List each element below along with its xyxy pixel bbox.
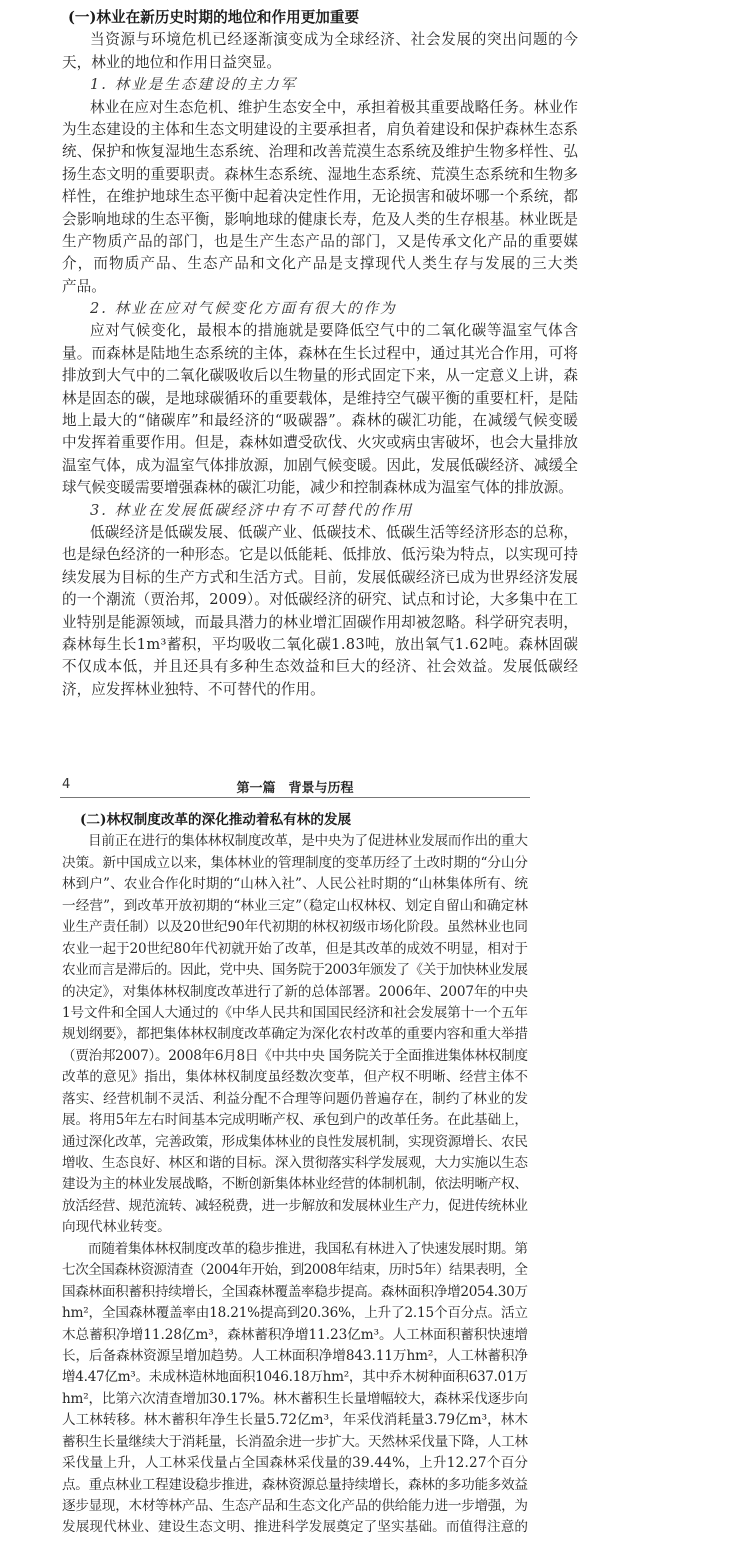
text-line bbox=[62, 455, 578, 477]
running-head bbox=[62, 777, 528, 797]
text-line bbox=[62, 209, 578, 231]
text-line-content: 改革的意见》指出，集体林权制度虽经数次变革，但产权不明晰、经营主体不 bbox=[62, 1069, 529, 1086]
section-heading bbox=[62, 7, 578, 29]
text-line bbox=[62, 982, 528, 1003]
text-line-content: 天，林业的地位和作用日益突显。 bbox=[62, 53, 281, 71]
text-line-content: （贾治邦2007）。2008年6月8日《中共中央 国务院关于全面推进集体林权制度 bbox=[62, 1047, 528, 1064]
text-line bbox=[62, 1453, 528, 1474]
text-line bbox=[62, 874, 528, 895]
text-line bbox=[62, 477, 578, 499]
text-line-content: 会影响地球的生态平衡，影响地球的健康长寿，危及人类的生存根基。林业既是 bbox=[62, 210, 579, 228]
part-title: 第一篇 背景与历程 bbox=[236, 781, 354, 796]
text-line-content: 目前正在进行的集体林权制度改革，是中央为了促进林业发展而作出的重大 bbox=[88, 833, 528, 850]
subsection-heading bbox=[62, 74, 578, 96]
text-line bbox=[62, 634, 578, 656]
text-line-content: 而随着集体林权制度改革的稳步推进，我国私有林进入了快速发展时期。第 bbox=[88, 1240, 528, 1257]
text-line-content: 决策。新中国成立以来，集体林业的管理制度的变革历经了土改时期的“分山分 bbox=[62, 854, 528, 871]
text-line bbox=[62, 960, 528, 981]
text-line bbox=[62, 1067, 528, 1088]
text-line-content: 展。将用5年左右时间基本完成明晰产权、承包到户的改革任务。在此基础上， bbox=[62, 1112, 528, 1129]
text-line bbox=[62, 522, 578, 544]
text-line-content: 3. 林业在发展低碳经济中有不可替代的作用 bbox=[90, 501, 414, 519]
text-line-content: (二)林权制度改革的深化推动着私有林的发展 bbox=[80, 812, 352, 828]
text-line bbox=[62, 97, 578, 119]
text-line bbox=[62, 1367, 528, 1388]
text-line-content: 低碳经济是低碳发展、低碳产业、低碳技术、低碳生活等经济形态的总称， bbox=[90, 523, 579, 541]
text-line bbox=[62, 253, 578, 275]
text-line-content: 林业在应对生态危机、维护生态安全中，承担着极其重要战略任务。林业作 bbox=[90, 98, 579, 116]
text-line-content: 建设为主的林业发展战略，不断创新集体林业经营的体制机制，依法明晰产权、 bbox=[62, 1176, 528, 1193]
text-line-content: 当资源与环境危机已经逐渐演变成为全球经济、社会发展的突出问题的今 bbox=[90, 31, 579, 49]
text-line-content: 人工林转移。林木蓄积年净生长量5.72亿m³，年采伐消耗量3.79亿m³，林木 bbox=[62, 1412, 529, 1429]
text-line-content: 中发挥着重要作用。但是，森林如遭受砍伐、火灾或病虫害破坏，也会大量排放 bbox=[62, 434, 579, 452]
text-line bbox=[62, 853, 528, 874]
text-line-content: hm²，全国森林覆盖率由18.21%提高到20.36%，上升了2.15个百分点。活立 bbox=[62, 1305, 528, 1322]
text-line-content: 样性，在维护地球生态平衡中起着决定性作用，无论损害和破坏哪一个系统，都 bbox=[62, 188, 579, 206]
text-line bbox=[62, 1132, 528, 1153]
page-number: 4 bbox=[62, 777, 71, 792]
text-line bbox=[62, 544, 578, 566]
text-line-content: 续发展为目标的生产方式和生活方式。目前，发展低碳经济已成为世界经济发展 bbox=[62, 568, 579, 586]
text-line bbox=[62, 939, 528, 960]
text-line-content: 蓄积生长量继续大于消耗量，长消盈余进一步扩大。天然林采伐量下降，人工林 bbox=[62, 1433, 528, 1450]
paragraph bbox=[62, 29, 578, 74]
text-line bbox=[62, 1410, 528, 1431]
text-line bbox=[62, 1024, 528, 1045]
text-line bbox=[62, 410, 578, 432]
text-line bbox=[62, 500, 578, 522]
text-line-content: 2. 林业在应对气候变化方面有很大的作为 bbox=[90, 300, 397, 318]
text-line bbox=[62, 320, 578, 342]
text-line bbox=[62, 1153, 528, 1174]
text-line-content: 产品。 bbox=[62, 277, 106, 295]
text-line bbox=[62, 276, 578, 298]
text-line-content: 采伐量上升，人工林采伐量占全国森林采伐量的39.44%，上升12.27个百分 bbox=[62, 1455, 529, 1472]
text-line bbox=[62, 1475, 528, 1496]
text-line bbox=[62, 1174, 528, 1195]
text-line bbox=[62, 612, 578, 634]
text-line-content: 扬生态文明的重要职责。森林生态系统、湿地生态系统、荒漠生态系统和生物多 bbox=[62, 165, 579, 183]
text-line bbox=[62, 432, 578, 454]
text-line bbox=[62, 74, 578, 96]
text-line bbox=[62, 679, 578, 701]
header-rule bbox=[60, 797, 530, 798]
text-line bbox=[62, 831, 528, 852]
paragraph bbox=[62, 831, 528, 1238]
paragraph bbox=[62, 522, 578, 701]
text-line-content: 森林每生长1m³蓄积，平均吸收二氧化碳1.83吨，放出氧气1.62吨。森林固碳 bbox=[62, 635, 579, 653]
text-line bbox=[62, 1517, 528, 1538]
text-line bbox=[62, 1003, 528, 1024]
text-line bbox=[62, 1089, 528, 1110]
text-line-content: 点。重点林业工程建设稳步推进，森林资源总量持续增长，森林的多功能多效益 bbox=[62, 1476, 528, 1493]
text-line-content: 增4.47亿m³。未成林造林地面积1046.18万hm²，其中乔木树种面积637.01万 bbox=[62, 1369, 528, 1386]
text-line-content: 1号文件和全国人大通过的《中华人民共和国国民经济和社会发展第十一个五年 bbox=[62, 1004, 528, 1021]
text-line bbox=[62, 1346, 528, 1367]
text-line-content: 统、保护和恢复湿地生态系统、治理和改善荒漠生态系统及维护生物多样性、弘 bbox=[62, 143, 579, 161]
text-line-content: 的决定》，对集体林权制度改革进行了新的总体部署。2006年、2007年的中央 bbox=[62, 983, 528, 1000]
text-line bbox=[62, 567, 578, 589]
text-line-content: 球气候变暖需要增强森林的碳汇功能，减少和控制森林成为温室气体的排放源。 bbox=[62, 479, 573, 497]
paragraph bbox=[62, 97, 578, 299]
text-line bbox=[62, 1260, 528, 1281]
text-line-content: 增收、生态良好、林区和谐的目标。深入贯彻落实科学发展观，大力实施以生态 bbox=[62, 1155, 528, 1171]
text-line bbox=[62, 1325, 528, 1346]
text-line bbox=[62, 7, 578, 29]
text-line-content: 向现代林业转变。 bbox=[62, 1219, 171, 1236]
text-line bbox=[62, 810, 528, 831]
text-line-content: 应对气候变化，最根本的措施就是要降低空气中的二氧化碳等温室气体含 bbox=[90, 322, 579, 340]
text-line-content: 长，后备森林资源呈增加趋势。人工林面积净增843.11万hm²，人工林蓄积净 bbox=[62, 1347, 528, 1364]
text-line-content: (一)林业在新历史时期的地位和作用更加重要 bbox=[68, 9, 360, 26]
text-line bbox=[62, 231, 578, 253]
text-line-content: 量。而森林是陆地生态系统的主体，森林在生长过程中，通过其光合作用，可将 bbox=[62, 344, 579, 362]
text-line bbox=[62, 1303, 528, 1324]
bottom-page-body bbox=[62, 810, 528, 1539]
text-line bbox=[62, 1389, 528, 1410]
text-line-content: 落实、经营机制不灵活、利益分配不合理等问题仍普遍存在，制约了林业的发 bbox=[62, 1090, 529, 1107]
text-line-content: 一经营”，到改革开放初期的“林业三定”（稳定山权林权、划定自留山和确定林 bbox=[62, 897, 529, 914]
text-line-content: 国森林面积蓄积持续增长，全国森林覆盖率稳步提高。森林面积净增2054.30万 bbox=[62, 1283, 528, 1300]
paragraph bbox=[62, 320, 578, 499]
text-line-content: 排放到大气中的二氧化碳吸收后以生物量的形式固定下来，从一定意义上讲，森 bbox=[62, 367, 579, 385]
text-line bbox=[62, 1217, 528, 1238]
text-line-content: 1. 林业是生态建设的主力军 bbox=[90, 76, 298, 94]
text-line bbox=[62, 343, 578, 365]
text-line bbox=[62, 917, 528, 938]
text-line-content: hm²，比第六次清查增加30.17%。林木蓄积生长量增幅较大，森林采伐逐步向 bbox=[62, 1390, 528, 1407]
text-line bbox=[62, 589, 578, 611]
text-line-content: 业特别是能源领域，而最具潜力的林业增汇固碳作用却被忽略。科学研究表明， bbox=[62, 613, 579, 631]
text-line bbox=[62, 119, 578, 141]
text-line-content: 七次全国森林资源清查（2004年开始，到2008年结束，历时5年）结果表明，全 bbox=[62, 1262, 528, 1279]
text-line-content: 业生产责任制）以及20世纪90年代初期的林权初级市场化阶段。虽然林业也同 bbox=[62, 919, 528, 936]
paragraph bbox=[62, 1239, 528, 1539]
subsection-heading bbox=[62, 298, 578, 320]
text-line-content: 木总蓄积净增11.28亿m³，森林蓄积净增11.23亿m³。人工林面积蓄积快速增 bbox=[62, 1326, 528, 1343]
text-line-content: 发展现代林业、建设生态文明、推进科学发展奠定了坚实基础。而值得注意的 bbox=[62, 1519, 529, 1536]
text-line-content: 林到户”、农业合作化时期的“山林入社”、人民公社时期的“山林集体所有、统 bbox=[62, 876, 529, 893]
top-page-body bbox=[62, 7, 578, 701]
text-line-content: 规划纲要》，都把集体林权制度改革确定为深化农村改革的重要内容和重大举措 bbox=[62, 1026, 528, 1043]
text-line bbox=[62, 1196, 528, 1217]
text-line-content: 地上最大的“储碳库”和最经济的“吸碳器”。森林的碳汇功能，在减缓气候变暖 bbox=[62, 412, 579, 430]
section-heading bbox=[62, 810, 528, 831]
text-line bbox=[62, 141, 578, 163]
text-line-content: 生产物质产品的部门，也是生产生态产品的部门，又是传承文化产品的重要媒 bbox=[62, 232, 579, 250]
text-line-content: 放活经营、规范流转、减轻税费，进一步解放和发展林业生产力，促进传统林业 bbox=[62, 1197, 528, 1214]
text-line bbox=[62, 52, 578, 74]
text-line bbox=[62, 365, 578, 387]
text-line-content: 逐步显现，木材等林产品、生态产品和生态文化产品的供给能力进一步增强，为 bbox=[62, 1498, 528, 1514]
text-line-content: 林是固态的碳，是地球碳循环的重要载体，是维持空气碳平衡的重要杠杆，是陆 bbox=[62, 389, 579, 407]
text-line-content: 的一个潮流（贾治邦，2009）。对低碳经济的研究、试点和讨论，大多集中在工 bbox=[62, 591, 579, 609]
subsection-heading bbox=[62, 500, 578, 522]
text-line-content: 农业一起于20世纪80年代初就开始了改革，但是其改革的成效不明显，相对于 bbox=[62, 940, 528, 957]
text-line bbox=[62, 164, 578, 186]
text-line bbox=[62, 1496, 528, 1517]
text-line-content: 济，应发挥林业独特、不可替代的作用。 bbox=[62, 680, 325, 698]
text-line-content: 不仅成本低，并且还具有多种生态效益和巨大的经济、社会效益。发展低碳经 bbox=[62, 658, 579, 676]
text-line bbox=[62, 186, 578, 208]
text-line-content: 为生态建设的主体和生态文明建设的主要承担者，肩负着建设和保护森林生态系 bbox=[62, 120, 579, 138]
text-line bbox=[62, 1432, 528, 1453]
text-line bbox=[62, 1282, 528, 1303]
text-line-content: 通过深化改革，完善政策，形成集体林业的良性发展机制，实现资源增长、农民 bbox=[62, 1133, 528, 1150]
text-line bbox=[62, 656, 578, 678]
text-line-content: 农业而言是滞后的。因此，党中央、国务院于2003年颁发了《关于加快林业发展 bbox=[62, 962, 528, 979]
text-line bbox=[62, 388, 578, 410]
text-line bbox=[62, 298, 578, 320]
text-line-content: 介，而物质产品、生态产品和文化产品是支撑现代人类生存与发展的三大类 bbox=[62, 255, 580, 273]
text-line-content: 温室气体，成为温室气体排放源，加剧气候变暖。因此，发展低碳经济、减缓全 bbox=[62, 456, 579, 474]
text-line bbox=[62, 29, 578, 51]
text-line bbox=[62, 1239, 528, 1260]
text-line bbox=[62, 1046, 528, 1067]
text-line bbox=[62, 1110, 528, 1131]
text-line-content: 也是绿色经济的一种形态。它是以低能耗、低排放、低污染为特点，以实现可持 bbox=[62, 546, 579, 564]
text-line bbox=[62, 896, 528, 917]
